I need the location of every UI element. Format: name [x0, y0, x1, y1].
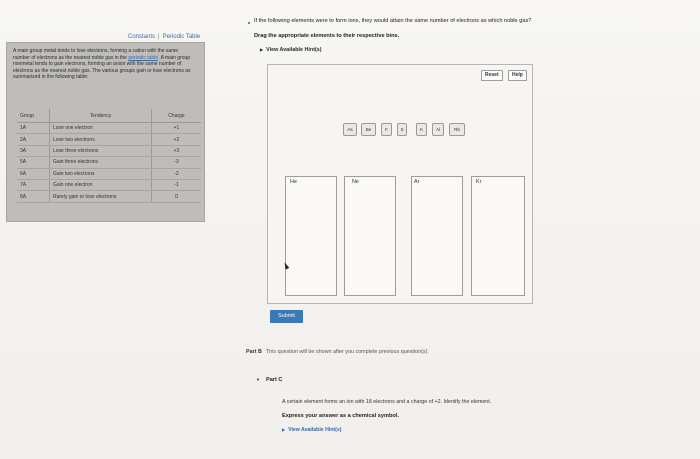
group-cell: 8A [17, 191, 50, 202]
element-tile-be[interactable]: Be [361, 123, 376, 136]
group-cell: 6A [17, 168, 50, 179]
charge-cell: -2 [152, 168, 202, 179]
constants-bar [128, 34, 200, 40]
table-row [17, 168, 201, 179]
constants-panel [6, 42, 205, 222]
intro-text-part1: A main group metal tends to lose electrons, forming a cation with the same number of electrons as the nearest noble gas in the [13, 48, 179, 61]
intro-text-part2: . A main group nonmetal tends to gain electrons, forming an anion with the same number of electrons as the nearest noble gas. The various groups gain or lose electrons as summarized in the following table: [13, 54, 191, 81]
part-c-label: Part C [265, 377, 283, 383]
bullet-dot [248, 22, 250, 24]
triangle-down-icon: ▼ [256, 377, 260, 382]
bin-kr[interactable] [471, 176, 525, 296]
bin-ar[interactable] [411, 176, 463, 296]
tendency-cell: Lose two electrons [50, 134, 152, 145]
bin-label-ne: Ne [352, 179, 359, 185]
periodic-table-link[interactable]: Periodic Table [162, 34, 201, 40]
element-tile-s[interactable]: S [397, 123, 407, 136]
column-header-group: Group [17, 109, 50, 123]
table-row [17, 191, 201, 202]
tendency-cell: Gain three electrons [50, 157, 152, 168]
table-header-row [17, 109, 201, 123]
bin-he[interactable] [285, 176, 337, 296]
part-c-hints-link[interactable] [282, 427, 342, 433]
part-c-hints-label: View Available Hint(s) [288, 427, 342, 433]
question-instruction: Drag the appropriate elements to their respective bins. [254, 33, 400, 39]
bin-label-ar: Ar [414, 179, 420, 185]
tendency-cell: Lose one electron [50, 123, 152, 134]
charge-cell: +2 [152, 134, 202, 145]
table-row [17, 145, 201, 156]
group-cell: 5A [17, 157, 50, 168]
submit-button[interactable]: Submit [270, 310, 303, 323]
part-c-toggle[interactable] [256, 377, 282, 383]
view-hints-link[interactable] [260, 47, 322, 53]
group-cell: 2A [17, 134, 50, 145]
part-c-question: A certain element forms an ion with 18 electrons and a charge of +2. Identify the element. [282, 399, 492, 405]
tendency-cell: Gain one electron [50, 179, 152, 190]
element-tile-f[interactable]: F [381, 123, 392, 136]
element-tile-al[interactable]: Al [432, 123, 444, 136]
tendency-cell: Gain two electrons [50, 168, 152, 179]
tendency-table [17, 109, 201, 203]
separator: | [158, 34, 160, 40]
table-row [17, 179, 201, 190]
table-row [17, 123, 201, 134]
charge-cell: +1 [152, 123, 202, 134]
column-header-tendency: Tendency [50, 109, 152, 123]
group-cell: 1A [17, 123, 50, 134]
charge-cell: -1 [152, 179, 202, 190]
reset-button[interactable]: Reset [481, 70, 503, 81]
column-header-charge: Charge [152, 109, 202, 123]
tendency-cell: Rarely gain or lose electrons [50, 191, 152, 202]
bin-label-he: He [290, 179, 297, 185]
intro-text [13, 48, 195, 81]
part-b-label: Part B [246, 349, 262, 355]
bin-label-kr: Kr [476, 179, 482, 185]
question-prompt: If the following elements were to form ions, they would attain the same number of electrons as which noble gas? [254, 18, 532, 24]
charge-cell: 0 [152, 191, 202, 202]
triangle-right-icon: ▶ [260, 47, 264, 52]
tendency-cell: Lose three electrons [50, 145, 152, 156]
bin-ne[interactable] [344, 176, 396, 296]
periodic-table-inline-link[interactable]: periodic table [128, 54, 159, 61]
element-tile-as[interactable]: As [343, 123, 357, 136]
triangle-right-icon: ▶ [282, 427, 286, 432]
element-tile-k[interactable]: K [416, 123, 427, 136]
help-button[interactable]: Help [508, 70, 527, 81]
group-cell: 3A [17, 145, 50, 156]
table-row [17, 134, 201, 145]
hints-label: View Available Hint(s) [266, 47, 322, 53]
element-tile-rb[interactable]: Rb [449, 123, 465, 136]
charge-cell: +3 [152, 145, 202, 156]
part-c-instruction: Express your answer as a chemical symbol. [282, 413, 399, 419]
constants-link[interactable]: Constants [128, 34, 156, 40]
table-row [17, 157, 201, 168]
part-b-message: This question will be shown after you complete previous question(s). [265, 349, 429, 355]
charge-cell: -3 [152, 157, 202, 168]
group-cell: 7A [17, 179, 50, 190]
part-b [246, 349, 429, 355]
